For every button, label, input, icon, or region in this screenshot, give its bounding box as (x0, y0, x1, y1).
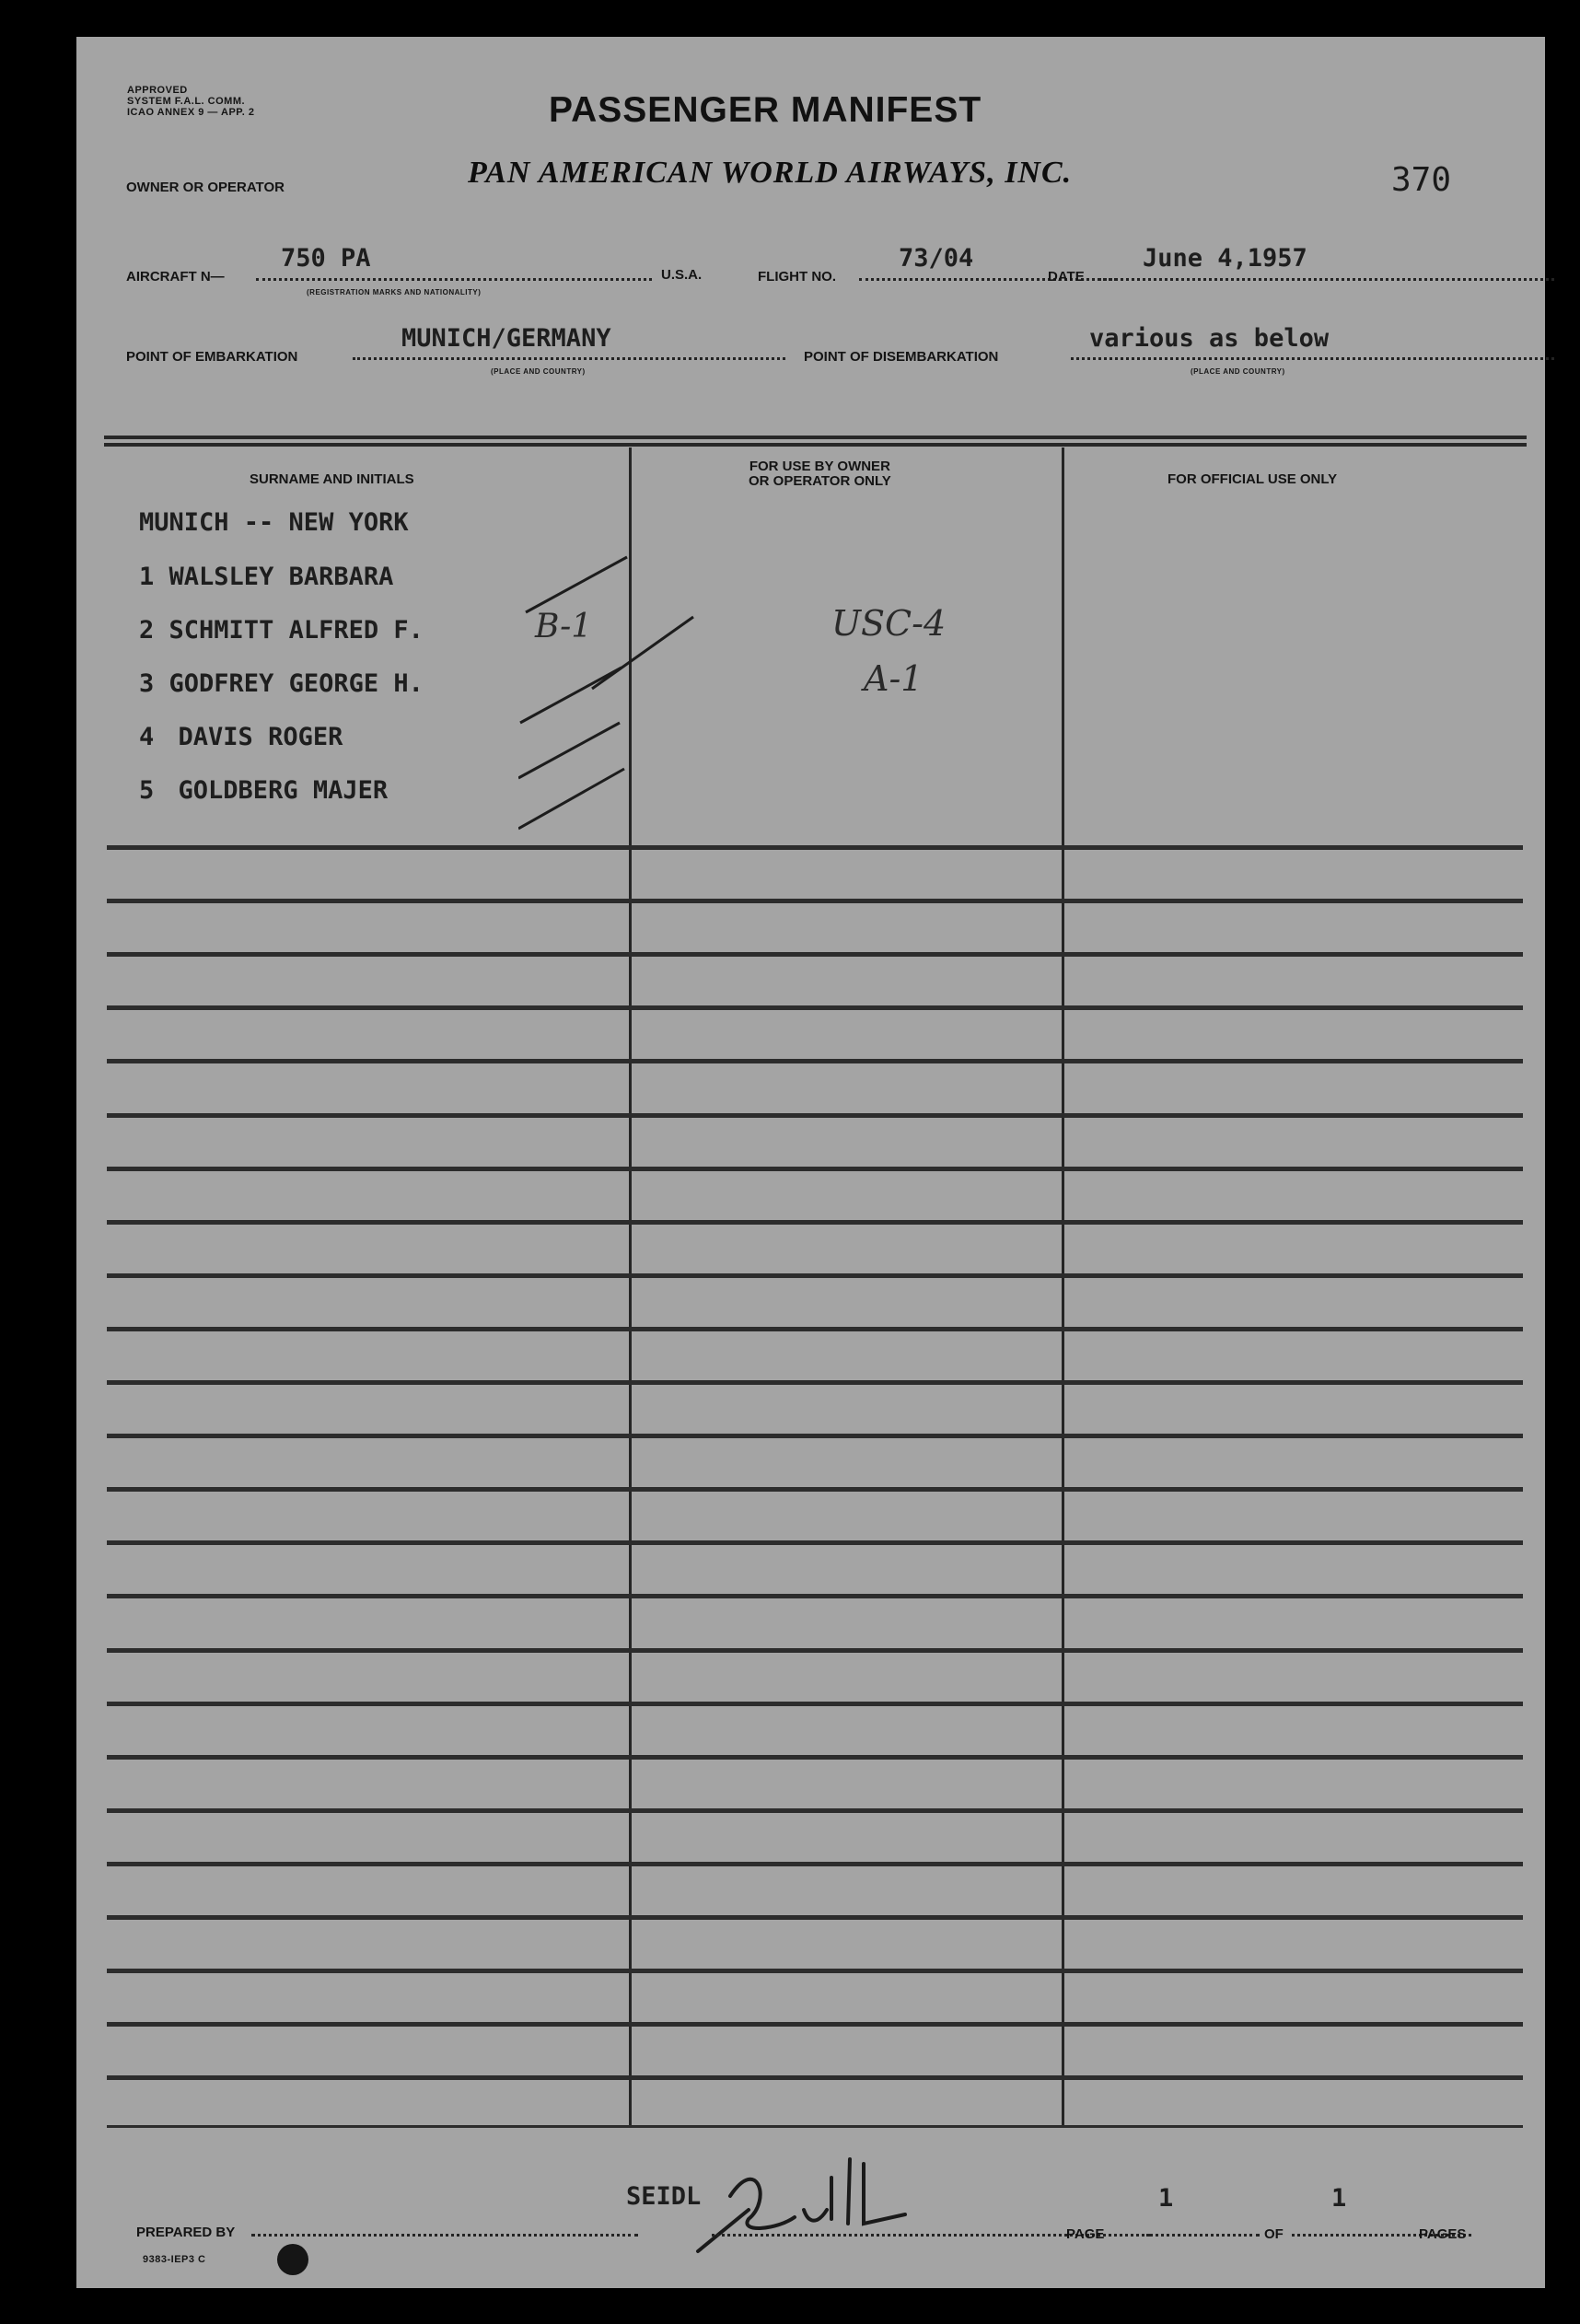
passenger-row (139, 776, 388, 805)
aircraft-line (256, 278, 652, 281)
ruled-row-line (107, 1113, 1523, 1118)
check-mark (526, 557, 627, 612)
col-header-owner-line: FOR USE BY OWNER (749, 459, 890, 474)
ruled-row-line (107, 1702, 1523, 1706)
form-number: 370 (1391, 161, 1452, 199)
ruled-row-line (107, 1327, 1523, 1331)
ruled-row-line (107, 2075, 1523, 2080)
disembarkation-caption: (PLACE AND COUNTRY) (1191, 367, 1285, 376)
ruled-row-line (107, 1005, 1523, 1010)
passenger-name: GODFREY GEORGE H. (168, 669, 424, 698)
ruled-row-line (107, 1167, 1523, 1171)
union-bug-icon (277, 2244, 308, 2275)
ruled-row-line (107, 1059, 1523, 1063)
approval-line: APPROVED (127, 85, 188, 96)
ruled-row-line (107, 1540, 1523, 1545)
form-code: 9383-IEP3 C (143, 2254, 206, 2265)
passenger-number: 5 (139, 776, 155, 805)
ruled-row-line (107, 1915, 1523, 1920)
ruled-row-line (107, 1862, 1523, 1866)
page-value: 1 (1158, 2184, 1174, 2213)
owner-value: PAN AMERICAN WORLD AIRWAYS, INC. (468, 156, 1073, 190)
col-header-owner (749, 459, 891, 489)
signature (693, 2145, 924, 2256)
nationality: U.S.A. (661, 267, 703, 283)
form-title: PASSENGER MANIFEST (549, 90, 982, 130)
passenger-row (139, 616, 424, 645)
passenger-row (139, 669, 424, 698)
ruled-row-line (107, 1487, 1523, 1492)
ruled-row-line (107, 1220, 1523, 1225)
embarkation-value: MUNICH/GERMANY (401, 324, 611, 353)
aircraft-label: AIRCRAFT N— (126, 269, 225, 285)
check-mark (518, 723, 620, 778)
pages-label: PAGES (1419, 2226, 1467, 2242)
of-value: 1 (1331, 2184, 1347, 2213)
check-marks (518, 534, 822, 838)
date-label: DATE (1048, 269, 1085, 285)
passenger-name: GOLDBERG MAJER (178, 776, 389, 805)
aircraft-value: 750 PA (281, 244, 371, 273)
ruled-row-line (107, 1380, 1523, 1385)
column-divider (1062, 447, 1064, 2128)
table-top-rule (104, 443, 1527, 447)
passenger-number: 1 (139, 563, 155, 591)
disembarkation-label: POINT OF DISEMBARKATION (804, 349, 999, 365)
ruled-row-line (107, 1969, 1523, 1973)
of-label: OF (1264, 2226, 1284, 2242)
ruled-row-line (107, 1434, 1523, 1438)
flight-label: FLIGHT NO. (758, 269, 836, 285)
handwritten-code: A-1 (864, 658, 924, 699)
handwritten-code: B-1 (535, 608, 593, 645)
aircraft-caption: (REGISTRATION MARKS AND NATIONALITY) (307, 288, 482, 296)
passenger-name: SCHMITT ALFRED F. (168, 616, 424, 645)
passenger-number: 3 (139, 669, 155, 698)
approval-line: ICAO ANNEX 9 — APP. 2 (127, 107, 255, 118)
embarkation-line (353, 357, 785, 360)
check-mark (592, 617, 693, 689)
route-line: MUNICH -- NEW YORK (139, 508, 409, 537)
passenger-number: 4 (139, 723, 155, 751)
date-line (1098, 278, 1554, 281)
page-line (1149, 2234, 1260, 2237)
embarkation-caption: (PLACE AND COUNTRY) (491, 367, 586, 376)
approval-line: SYSTEM F.A.L. COMM. (127, 96, 246, 107)
approval-stamp (127, 85, 254, 118)
ruled-row-line (107, 845, 1523, 850)
date-value: June 4,1957 (1143, 244, 1307, 273)
preparer-typed: SEIDL (626, 2182, 702, 2211)
col-header-name: SURNAME AND INITIALS (250, 471, 414, 487)
ruled-row-line (107, 1594, 1523, 1598)
owner-label: OWNER OR OPERATOR (126, 180, 285, 195)
passenger-row (139, 723, 343, 751)
col-header-official: FOR OFFICIAL USE ONLY (1168, 471, 1338, 487)
ruled-row-line (107, 1648, 1523, 1653)
check-mark (518, 769, 624, 829)
table-top-rule (104, 436, 1527, 439)
ruled-row-line (107, 2022, 1523, 2027)
ruled-row-line (107, 899, 1523, 903)
ruled-row-line (107, 952, 1523, 957)
manifest-sheet (76, 37, 1545, 2288)
passenger-name: DAVIS ROGER (178, 723, 343, 751)
prepared-line (251, 2234, 638, 2237)
check-mark (520, 668, 622, 723)
prepared-label: PREPARED BY (136, 2225, 236, 2240)
passenger-row (139, 563, 393, 591)
disembarkation-line (1071, 357, 1554, 360)
flight-value: 73/04 (899, 244, 974, 273)
passenger-name: WALSLEY BARBARA (168, 563, 394, 591)
col-header-owner-line: OR OPERATOR ONLY (749, 473, 891, 489)
ruled-row-line (107, 1273, 1523, 1278)
disembarkation-value: various as below (1089, 324, 1330, 353)
embarkation-label: POINT OF EMBARKATION (126, 349, 298, 365)
table-bottom-rule (107, 2125, 1523, 2128)
ruled-row-line (107, 1755, 1523, 1760)
passenger-number: 2 (139, 616, 155, 645)
page-label: PAGE (1066, 2226, 1105, 2242)
handwritten-code: USC-4 (831, 603, 947, 644)
ruled-row-line (107, 1808, 1523, 1813)
